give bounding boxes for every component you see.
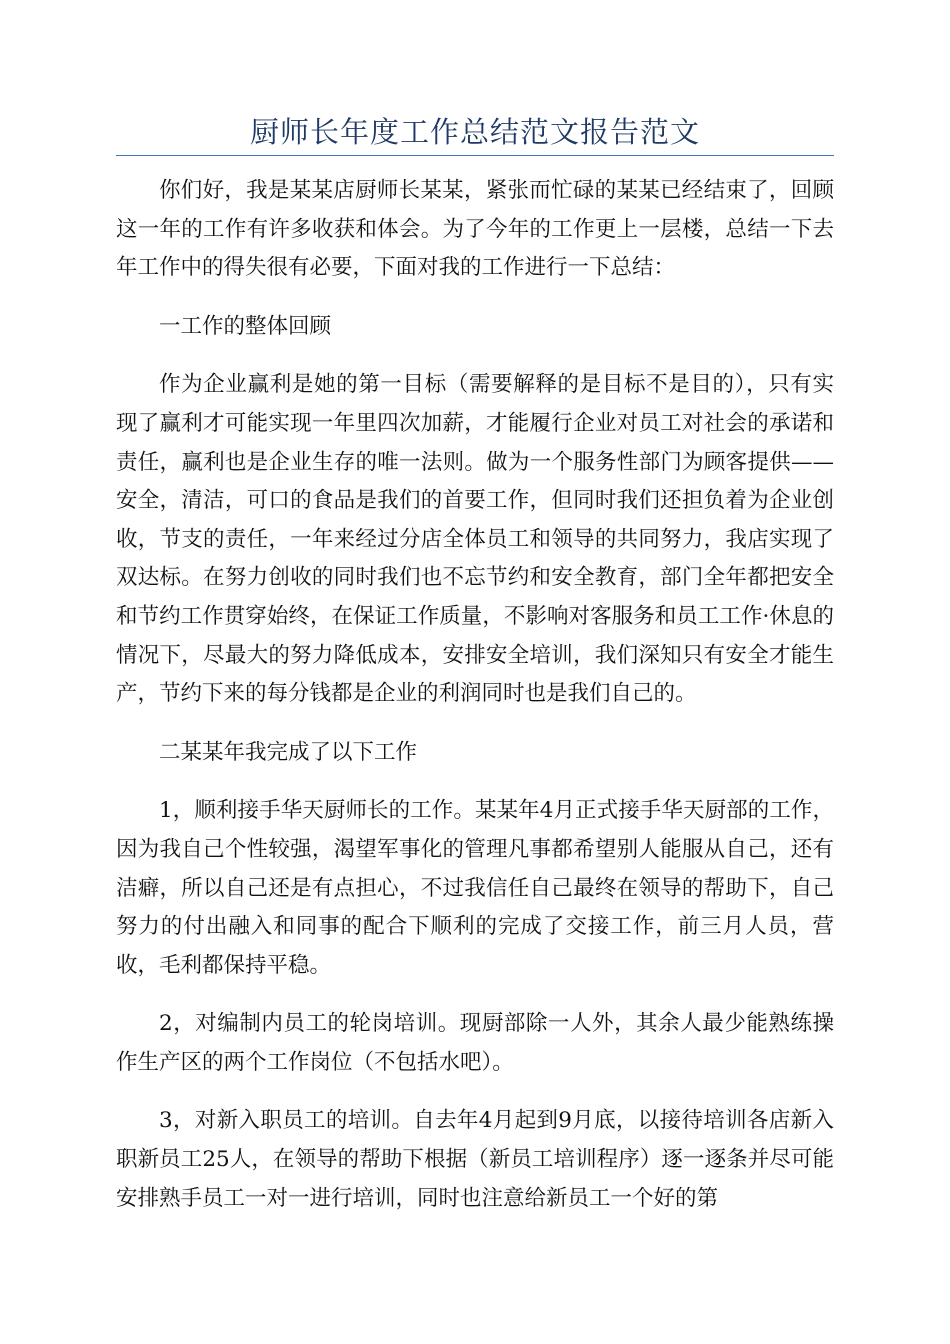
- paragraph-item-2: 2，对编制内员工的轮岗培训。现厨部除一人外，其余人最少能熟练操作生产区的两个工作岗位（不包括水吧）。: [116, 1011, 834, 1075]
- paragraph-intro: 你们好，我是某某店厨师长某某，紧张而忙碌的某某已经结束了，回顾这一年的工作有许多收获和体会。为了今年的工作更上一层楼，总结一下去年工作中的得失很有必要，下面对我的工作进行一下总结：: [116, 178, 834, 281]
- paragraph-item-3: 3，对新入职员工的培训。自去年4月起到9月底，以接待培训各店新入职新员工25人，在领导的帮助下根据（新员工培训程序）逐一逐条并尽可能安排熟手员工一对一进行培训，同时也注意给新员工一个好的第: [116, 1108, 834, 1211]
- title-underline: [116, 155, 834, 156]
- paragraph-review: 作为企业赢利是她的第一目标（需要解释的是目标不是目的），只有实现了赢利才可能实现一年里四次加薪，才能履行企业对员工对社会的承诺和责任，赢利也是企业生存的唯一法则。做为一个服务性部门为顾客提供——安全，清洁，可口的食品是我们的首要工作，但同时我们还担负着为企业创收，节支的责任，一年来经过分店全体员工和领导的共同努力，我店实现了双达标。在努力创收的同时我们也不忘节约和安全教育，部门全年都把安全和节约工作贯穿始终，在保证工作质量，不影响对客服务和员工工作·休息的情况下，尽最大的努力降低成本，安排安全培训，我们深知只有安全才能生产，节约下来的每分钱都是企业的利润同时也是我们自己的。: [116, 372, 834, 707]
- document-title: 厨师长年度工作总结范文报告范文: [249, 115, 700, 149]
- section-heading-1: 一工作的整体回顾: [159, 313, 332, 339]
- section-heading-2: 二某某年我完成了以下工作: [159, 739, 418, 765]
- document-body: [116, 172, 834, 1238]
- paragraph-item-1: 1，顺利接手华天厨师长的工作。某某年4月正式接手华天厨部的工作，因为我自己个性较强，渴望军事化的管理凡事都希望别人能服从自己，还有洁癖，所以自己还是有点担心，不过我信任自己最终在领导的帮助下，自己努力的付出融入和同事的配合下顺利的完成了交接工作，前三月人员，营收，毛利都保持平稳。: [116, 798, 834, 978]
